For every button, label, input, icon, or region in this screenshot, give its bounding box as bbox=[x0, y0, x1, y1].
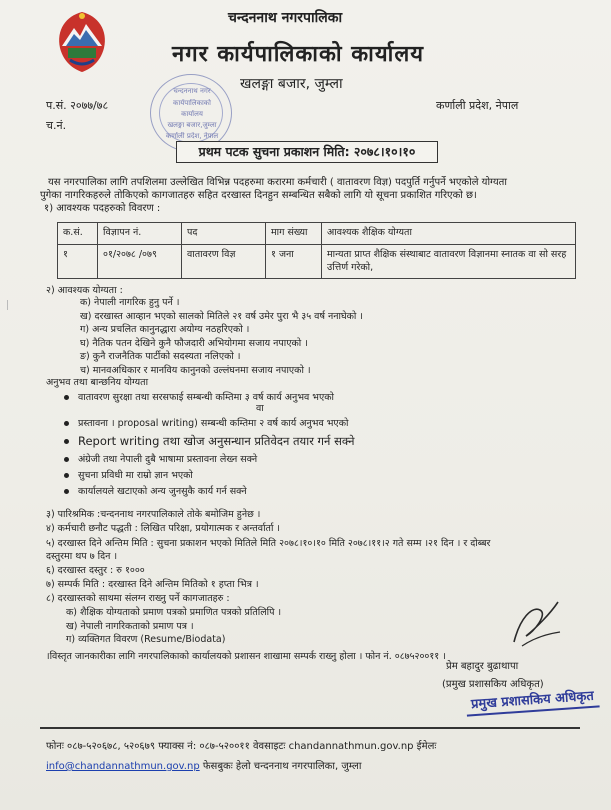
selection-method: ४) कर्मचारी छनौट पद्धती : लिखित परिक्षा, प्रयोगात्मक र अन्तर्वार्ता । bbox=[46, 523, 281, 534]
footer-contact: फोनः ०८७-५२०६७८, ५२०६७९ फ्याक्स नं: ०८७-५२००११ वेवसाइटः chandannathmun.gov.np ईमेलः bbox=[46, 741, 437, 752]
list-item: क) नेपाली नागरिक हुनु पर्ने । bbox=[80, 297, 180, 308]
eligibility-title: २) आवश्यक योग्यता : bbox=[46, 285, 123, 296]
documents-title: ८) दरखास्तको साथमा संलग्न राख्नु पर्ने कागजातहरु : bbox=[46, 593, 230, 604]
documents-list bbox=[66, 606, 281, 647]
col-sn: क.सं. bbox=[58, 223, 98, 245]
municipality-name: चन्दननाथ नगरपालिका bbox=[228, 10, 343, 26]
deadline: ५) दरखास्त दिने अन्तिम मिति : सुचना प्रकाशन भएको मितिले मिति २०७८।१०।१० मिति २०७८।११।२ गते सम्म ।२१ दिन । र दोब्बर bbox=[46, 538, 491, 549]
list-item: ख) नेपाली नागरिकताको प्रमाण पत्र । bbox=[66, 620, 194, 632]
signatory-title: (प्रमुख प्रशासकिय अधिकृत) bbox=[442, 679, 544, 690]
list-item: घ) नैतिक पतन देखिने कुनै फौजदारी अभियोगमा सजाय नपाएको । bbox=[80, 337, 308, 349]
office-seal: चन्दननाथ नगर कार्यपालिकाको कार्यालय खलङ्गा बजार,जुम्ला कर्णाली प्रदेश, नेपाल bbox=[150, 74, 232, 152]
chalani-number: च.नं. bbox=[46, 119, 67, 132]
reference-number: प.सं. २०७७/७८ bbox=[46, 99, 109, 112]
list-item: ग) व्यक्तिगत विवरण (Resume/Biodata) bbox=[66, 634, 226, 645]
positions-table bbox=[57, 222, 576, 279]
table-row: १ ०१/२०७८ /०७९ वातावरण विज्ञ १ जना मान्यता प्राप्त शैक्षिक संस्थाबाट वातावरण विज्ञानमा स्नातक वा सो सरह उत्तिर्ण गरेको, bbox=[58, 245, 576, 279]
or-label: वा bbox=[256, 403, 264, 414]
facebook-label: फेसबुकः हेलो चन्दननाथ नगरपालिका, जुम्ला bbox=[199, 761, 362, 772]
notice-title: प्रथम पटक सुचना प्रकाशन मिति: २०७८।१०।१० bbox=[176, 141, 438, 163]
office-address: खलङ्गा बजार, जुम्ला bbox=[240, 76, 343, 92]
list-item: अंग्रेजी तथा नेपाली दुबै भाषामा प्रस्तावना लेख्न सक्ने bbox=[64, 452, 257, 465]
cao-stamp: प्रमुख प्रशासकिय अधिकृत bbox=[465, 683, 599, 716]
footer-email-line bbox=[46, 758, 361, 772]
col-demand: माग संख्या bbox=[266, 223, 322, 245]
table-header-row bbox=[58, 223, 576, 245]
office-title: नगर कार्यपालिकाको कार्यालय bbox=[172, 42, 424, 67]
signatory-name: प्रेम बहादुर बुढाथापा bbox=[446, 661, 519, 672]
footer-divider bbox=[40, 727, 580, 729]
experience-title: अनुभव तथा बान्छनिय योग्यता bbox=[46, 377, 149, 388]
province-label: कर्णाली प्रदेश, नेपाल bbox=[436, 99, 519, 112]
col-qualification: आवश्यक शैक्षिक योग्यता bbox=[322, 223, 576, 245]
list-item: च) मानवअधिकार र मानविय कानुनको उल्लंघनमा सजाय नपाएको । bbox=[80, 364, 311, 376]
list-item: ङ) कुनै राजनैतिक पार्टीको सदस्यता नलिएको । bbox=[80, 351, 241, 362]
deadline-extension: दस्तुरमा थप ७ दिन । bbox=[46, 551, 118, 562]
email-link[interactable]: info@chandannathmun.gov.np bbox=[46, 761, 200, 772]
list-item: वातावरण सुरक्षा तथा सरसफाई सम्बन्धी कम्तिमा ३ वर्ष कार्य अनुभव भएको bbox=[64, 390, 334, 403]
nepal-emblem-icon bbox=[52, 8, 112, 74]
list-item: Report writing तथा खोज अनुसन्धान प्रतिवेदन तयार गर्न सक्ने bbox=[64, 434, 355, 449]
list-item: प्रस्तावना । proposal writing) सम्बन्धी कम्तिमा २ वर्ष कार्य अनुभव भएको bbox=[64, 416, 348, 429]
list-item: ख) दरखास्त आव्हान भएको सालको मितिले २१ वर्ष उमेर पुरा भै ३५ वर्ष ननाघेको । bbox=[80, 310, 363, 322]
intro-paragraph: यस नगरपालिका लागि तपशिलमा उल्लेखित विभिन्न पदहरुमा करारमा कर्मचारी ( वातावरण विज्ञ) पदपुर्ति गर्नुपर्ने भएकोले योग्यता पुगेका नागरिकहरुले तोकिएको कागजातहरु सहित दरखास्त दिनहुन सम्बन्धित सबैको लागि यो सूचना प्रकाशित गरिएको छ। १) आवश्यक पदहरुको विवरण : bbox=[40, 176, 576, 215]
remuneration: ३) पारिश्रमिक :चन्दननाथ नगरपालिकाले तोके बमोजिम हुनेछ । bbox=[46, 509, 261, 520]
section-1-title: १) आवश्यक पदहरुको विवरण : bbox=[44, 203, 161, 214]
list-item: ग) अन्य प्रचलित कानुनद्धारा अयोग्य नठहरिएको । bbox=[80, 324, 250, 335]
application-fee: ६) दरखास्त दस्तुर : रु १००० bbox=[46, 565, 145, 576]
contact-date: ७) सम्पर्क मिति : दरखास्त दिने अन्तिम मितिको १ हप्ता भित्र । bbox=[46, 579, 259, 590]
list-item: कार्यालयले खटाएको अन्य जुनसुकै कार्य गर्न सक्ने bbox=[64, 484, 247, 497]
list-item: क) शैक्षिक योग्यताको प्रमाण पत्रको प्रमाणित पत्रको प्रतिलिपि । bbox=[66, 607, 282, 618]
col-post: पद bbox=[182, 223, 266, 245]
more-info: ।विस्तृत जानकारीका लागि नगरपालिकाको कार्यालयको प्रशासन शाखामा सम्पर्क राख्नु होला । फोन नं. ०८७५२००११ । bbox=[46, 651, 446, 662]
paper-fold-mark bbox=[0, 300, 8, 310]
signature-icon bbox=[506, 588, 566, 654]
eligibility-list bbox=[80, 296, 363, 377]
col-ad-no: विज्ञापन नं. bbox=[98, 223, 182, 245]
list-item: सुचना प्रविधी मा राम्रो ज्ञान भएको bbox=[64, 468, 193, 481]
